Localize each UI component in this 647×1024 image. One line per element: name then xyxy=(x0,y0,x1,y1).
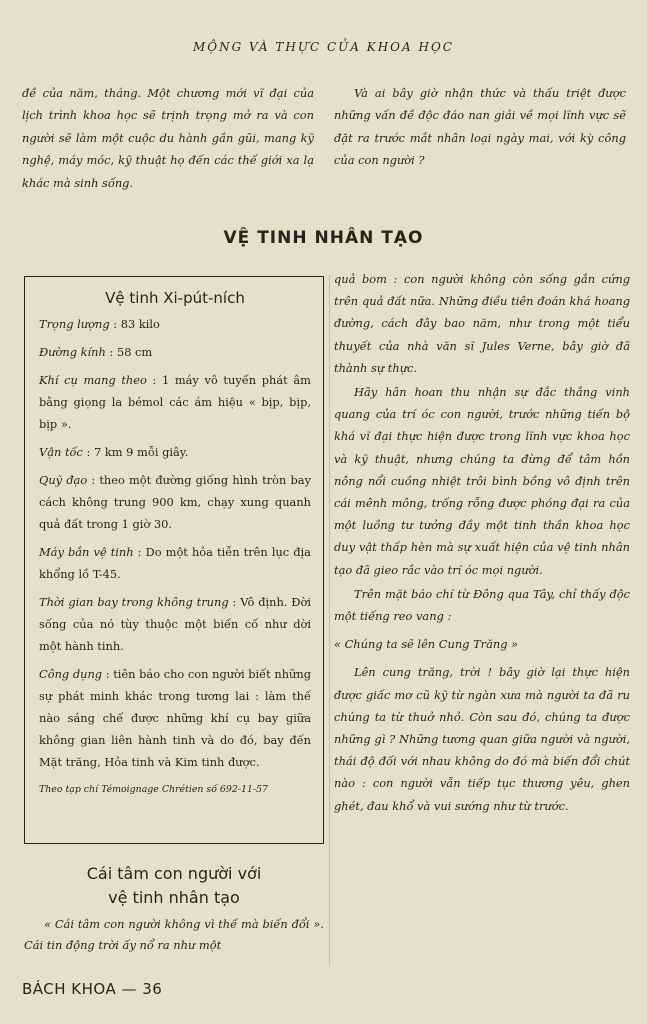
running-head: MỘNG VÀ THỰC CỦA KHOA HỌC xyxy=(193,40,454,54)
right-paragraph-3: Trên mặt báo chí từ Đông qua Tây, chỉ thấy độc một tiếng reo vang : xyxy=(334,586,630,624)
top-left-column xyxy=(22,82,314,194)
device-value: : 1 máy vô tuyến phát âm bằng giọng la bémol các ám hiệu « bịp, bịp, bịp ». xyxy=(39,373,311,431)
device-label: Khí cụ mang theo xyxy=(39,373,147,387)
use-label: Công dụng xyxy=(39,667,103,681)
use-value: : tiên báo cho con người biết những sự phát minh khác trong tương lai : làm thế nào sáng chế được những khí cụ bay giữa không gian liên hành tinh và do đó, bay đến Mặt trăng, Hỏa tinh và Kim tinh được. xyxy=(39,667,312,769)
left-bottom-column xyxy=(24,914,324,956)
device-line xyxy=(39,369,311,435)
right-column xyxy=(334,268,630,819)
subsection-title-line1: Cái tâm con người với xyxy=(86,864,262,883)
right-paragraph-1: quả bom : con người không còn sống gắn cứng trên quả đất nữa. Những điều tiên đoán khá hoang đường, cách đây bao năm, như trong một tiểu thuyết của nhà văn sĩ Jules Verne, bây giờ đã thành sự thực. xyxy=(334,272,630,375)
column-divider xyxy=(329,275,330,965)
diameter-value: : 58 cm xyxy=(109,345,153,359)
orbit-value: : theo một đường giống hình tròn bay cách không trung 900 km, chạy xung quanh quả đất trong 1 giờ 30. xyxy=(39,473,312,531)
top-right-paragraph: Và ai bây giờ nhận thức và thấu triệt được những vấn đề độc đáo nan giải về mọi lĩnh vực sẽ đặt ra trước mắt nhân loại ngày mai, với kỳ công của con người ? xyxy=(334,86,626,168)
section-title: VỆ TINH NHÂN TẠO xyxy=(223,228,424,248)
box-title: Vệ tinh Xi-pút-ních xyxy=(105,289,245,307)
subsection-title-line2: vệ tinh nhân tạo xyxy=(108,888,240,907)
source-note: Theo tạp chí Témoignage Chrétien số 692-11-57 xyxy=(39,784,269,795)
weight-line xyxy=(39,313,311,335)
orbit-line xyxy=(39,469,311,535)
orbit-label: Quỹ đạo xyxy=(39,473,88,487)
weight-value: : 83 kilo xyxy=(113,317,160,331)
flight-time-line xyxy=(39,591,311,657)
speed-value: : 7 km 9 mỗi giây. xyxy=(86,445,189,459)
subsection-title xyxy=(24,862,324,910)
left-bottom-paragraph: « Cái tâm con người không vì thế mà biến đổi ». Cái tin động trời ấy nổ ra như một xyxy=(24,917,324,952)
right-paragraph-2: Hãy hân hoan thu nhận sự đắc thắng vinh quang của trí óc con người, trước những tiến bộ khá vĩ đại thực hiện được trong lĩnh vực khoa học và kỹ thuật, nhưng chúng ta đừng để tâm hồn nông nổi cuồng nhiệt trôi bình bồng vô định trên cái mênh mông, trống rỗng được phóng đại ra của một luồng tư tưởng đầy một tinh thần khoa học duy vật thấp hèn mà sự xuất hiện của vệ tinh nhân tạo đã gieo rắc vào trí óc mọi người. xyxy=(334,385,630,577)
weight-label: Trọng lượng xyxy=(39,317,110,331)
right-quote: « Chúng ta sẽ lên Cung Trăng » xyxy=(334,637,519,652)
top-left-paragraph: đề của năm, tháng. Một chương mới vĩ đại của lịch trình khoa học sẽ trịnh trọng mở ra và con người sẽ làm một cuộc du hành gần gũi, mang kỹ nghệ, máy móc, kỹ thuật họ đến các thế giới xa lạ khác mà sinh sống. xyxy=(22,86,314,190)
flight-time-label: Thời gian bay trong không trung xyxy=(39,595,229,609)
flight-time-value: : Vô định. Đời sống của nó tùy thuộc một biến cố như dời một hành tinh. xyxy=(39,595,311,653)
speed-line xyxy=(39,441,311,463)
diameter-line xyxy=(39,341,311,363)
right-paragraph-4: Lên cung trăng, trời ! bây giờ lại thực hiện được giấc mơ cũ kỹ từ ngàn xưa mà người ta đã ru chúng ta từ thuở nhỏ. Còn sau đó, chúng ta được những gì ? Những tương quan giữa người và người, thái độ đối với nhau không do đó mà biến đổi chút nào : con người vẫn tiếp tục thương yêu, ghen ghét, đau khổ và vui sướng như từ trước. xyxy=(334,665,630,813)
launcher-label: Máy bắn vệ tinh xyxy=(39,545,134,559)
use-line xyxy=(39,663,311,773)
launcher-value: : Do một hỏa tiễn trên lục địa khổng lồ T-45. xyxy=(39,545,311,581)
launcher-line xyxy=(39,541,311,585)
top-right-column xyxy=(334,82,626,172)
sputnik-info-box xyxy=(24,276,324,844)
footer-page-number: BÁCH KHOA — 36 xyxy=(22,980,163,998)
speed-label: Vận tốc xyxy=(39,445,83,459)
diameter-label: Đường kính xyxy=(39,345,106,359)
